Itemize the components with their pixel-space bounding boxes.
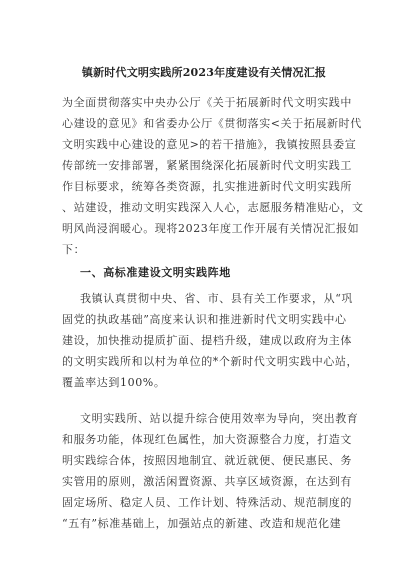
paragraph-line: 固定场所、稳定人员、工作计划、特殊活动、规范制度的 (62, 496, 352, 509)
paragraph-line: 和服务功能，体现红色属性，加大资源整合力度，打造文 (62, 433, 352, 446)
paragraph-line: “五有”标准基础上，加强站点的新建、改造和规范化建 (62, 517, 342, 530)
intro-line: 、站建设，推动文明实践深入人心，志愿服务精准贴心，文 (62, 201, 364, 214)
intro-line: 心建设的意见》和省委办公厅《贯彻落实<关于拓展新时代 (62, 117, 362, 130)
paragraph-line: 实管用的原则，激活闲置资源、共享区域资源，在达到有 (62, 475, 352, 488)
section-heading: 一、高标准建设文明实践阵地 (80, 266, 231, 279)
intro-line: 传部统一安排部署，紧紧围绕深化拓展新时代文明实践工 (62, 159, 352, 172)
paragraph-line: 文明实践所、站以提升综合使用效率为导向，突出教育 (80, 412, 359, 425)
paragraph-line: 的文明实践所和以村为单位的*个新时代文明实践中心站， (62, 355, 359, 368)
paragraph-line: 覆盖率达到100%。 (62, 376, 166, 389)
paragraph-line: 我镇认真贯彻中央、省、市、县有关工作要求，从“巩 (80, 292, 354, 305)
intro-line: 为全面贯彻落实中央办公厅《关于拓展新时代文明实践中 (62, 96, 352, 109)
intro-line: 文明实践中心建设的意见>的若干措施》，我镇按照县委宣 (62, 138, 357, 151)
paragraph-line: 建设，加快推动提质扩面、提档升级，建成以政府为主体 (62, 334, 352, 347)
paragraph-line: 固党的执政基础”高度来认识和推进新时代文明实践中心 (62, 313, 347, 326)
paragraph-line: 明实践综合体，按照因地制宜、就近就便、便民惠民、务 (62, 454, 352, 467)
intro-line: 作目标要求，统筹各类资源，扎实推进新时代文明实践所 (62, 180, 352, 193)
intro-line: 下： (62, 243, 86, 256)
document-title: 镇新时代文明实践所2023年度建设有关情况汇报 (81, 66, 327, 79)
intro-line: 明风尚浸润暖心。现将2023年度工作开展有关情况汇报如 (62, 222, 360, 235)
